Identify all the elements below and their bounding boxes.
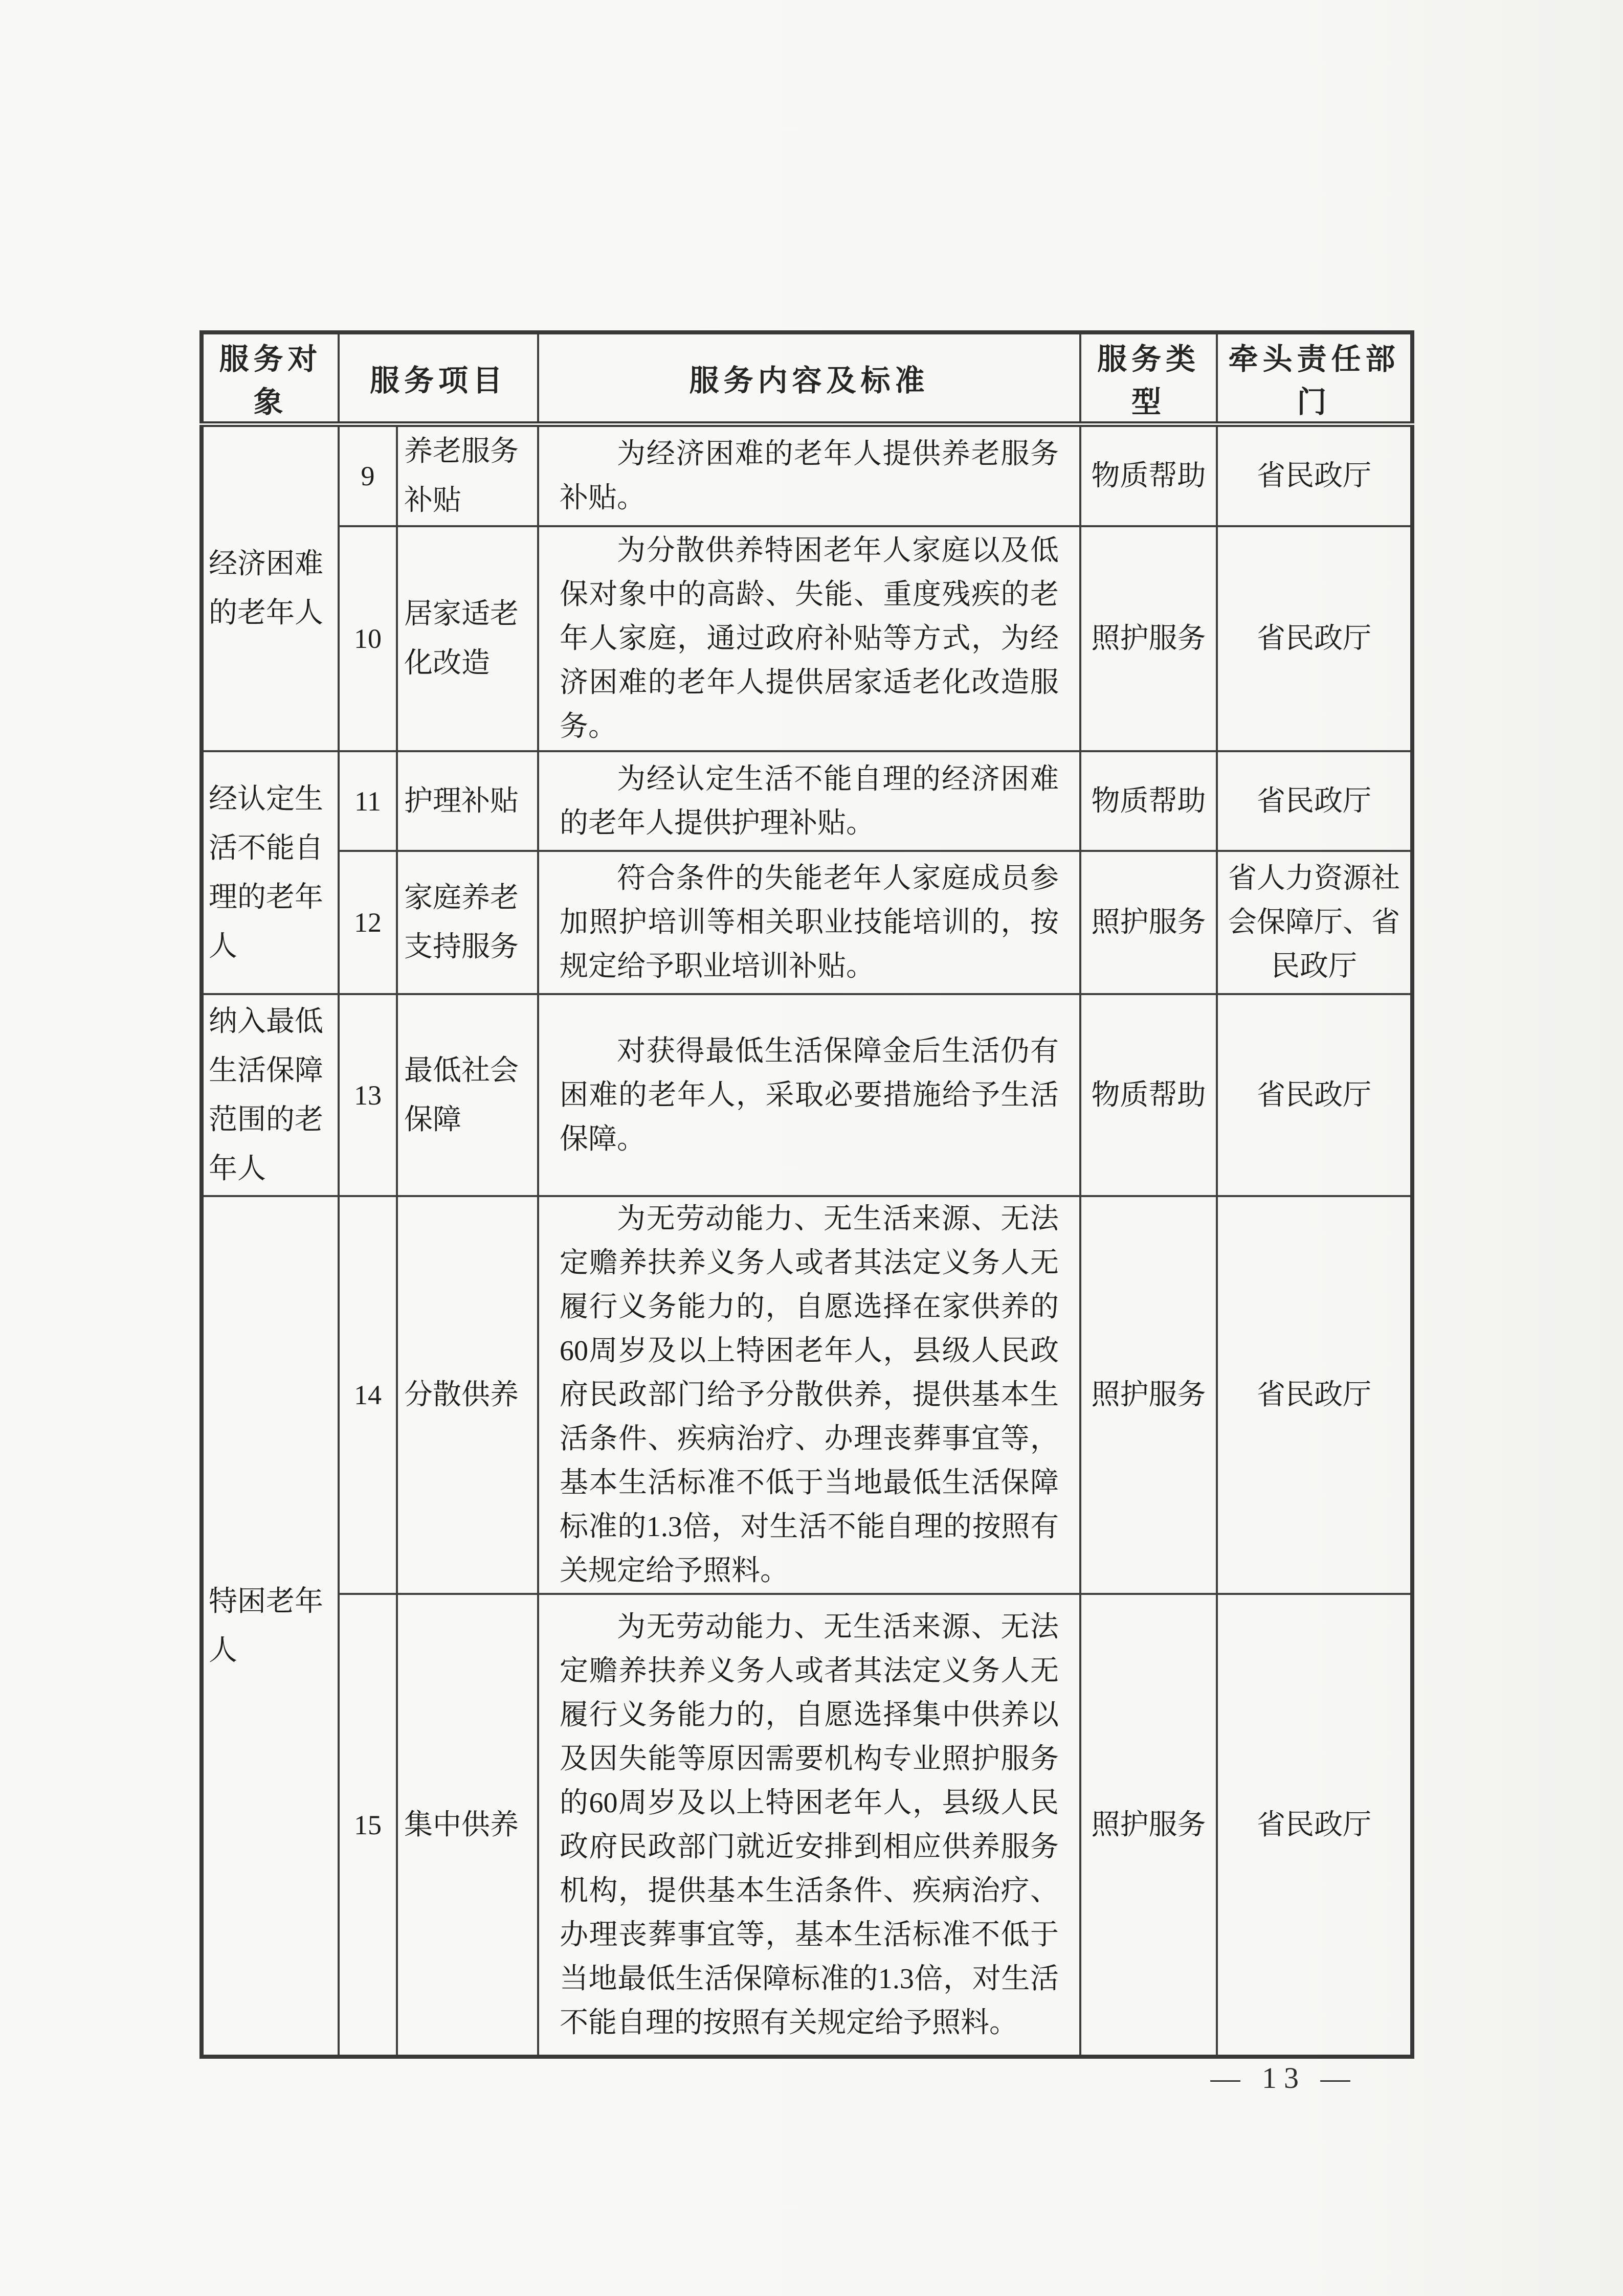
project-cell: 护理补贴 xyxy=(397,751,538,851)
type-cell: 物质帮助 xyxy=(1080,751,1217,851)
services-table xyxy=(199,330,1414,2059)
table-row xyxy=(202,424,1412,527)
table-row xyxy=(202,526,1412,751)
table-row xyxy=(202,1196,1412,1594)
header-lead-department: 牵头责任部门 xyxy=(1217,332,1412,424)
group-cell: 纳入最低生活保障范围的老年人 xyxy=(202,994,339,1196)
project-cell: 养老服务补贴 xyxy=(397,424,538,527)
content-cell: 为经认定生活不能自理的经济困难的老年人提供护理补贴。 xyxy=(538,751,1080,851)
department-cell: 省人力资源社会保障厅、省民政厅 xyxy=(1217,851,1412,994)
row-number-cell: 13 xyxy=(339,994,397,1196)
type-cell: 物质帮助 xyxy=(1080,424,1217,527)
content-cell: 为分散供养特困老年人家庭以及低保对象中的高龄、失能、重度残疾的老年人家庭，通过政府补贴等方式，为经济困难的老年人提供居家适老化改造服务。 xyxy=(538,526,1080,751)
group-cell: 特困老年人 xyxy=(202,1196,339,2057)
content-cell: 符合条件的失能老年人家庭成员参加照护培训等相关职业技能培训的，按规定给予职业培训补贴。 xyxy=(538,851,1080,994)
table-row xyxy=(202,851,1412,994)
header-service-project: 服务项目 xyxy=(339,332,538,424)
row-number-cell: 10 xyxy=(339,526,397,751)
row-number-cell: 12 xyxy=(339,851,397,994)
type-cell: 照护服务 xyxy=(1080,526,1217,751)
content-cell: 对获得最低生活保障金后生活仍有困难的老年人，采取必要措施给予生活保障。 xyxy=(538,994,1080,1196)
project-cell: 居家适老化改造 xyxy=(397,526,538,751)
table-row xyxy=(202,1594,1412,2057)
header-service-type: 服务类型 xyxy=(1080,332,1217,424)
header-service-content: 服务内容及标准 xyxy=(538,332,1080,424)
project-cell: 集中供养 xyxy=(397,1594,538,2057)
row-number-cell: 15 xyxy=(339,1594,397,2057)
page-number: — 13 — xyxy=(1210,2061,1358,2095)
project-cell: 最低社会保障 xyxy=(397,994,538,1196)
department-cell: 省民政厅 xyxy=(1217,751,1412,851)
department-cell: 省民政厅 xyxy=(1217,1196,1412,1594)
type-cell: 照护服务 xyxy=(1080,851,1217,994)
type-cell: 照护服务 xyxy=(1080,1196,1217,1594)
table-header-row xyxy=(202,332,1412,424)
group-cell: 经认定生活不能自理的老年人 xyxy=(202,751,339,994)
project-cell: 家庭养老支持服务 xyxy=(397,851,538,994)
content-cell: 为经济困难的老年人提供养老服务补贴。 xyxy=(538,424,1080,527)
type-cell: 物质帮助 xyxy=(1080,994,1217,1196)
row-number-cell: 9 xyxy=(339,424,397,527)
group-cell: 经济困难的老年人 xyxy=(202,424,339,752)
header-service-target: 服务对象 xyxy=(202,332,339,424)
row-number-cell: 11 xyxy=(339,751,397,851)
project-cell: 分散供养 xyxy=(397,1196,538,1594)
department-cell: 省民政厅 xyxy=(1217,1594,1412,2057)
content-cell: 为无劳动能力、无生活来源、无法定赡养扶养义务人或者其法定义务人无履行义务能力的，自愿选择在家供养的60周岁及以上特困老年人，县级人民政府民政部门给予分散供养，提供基本生活条件、疾病治疗、办理丧葬事宜等，基本生活标准不低于当地最低生活保障标准的1.3倍，对生活不能自理的按照有关规定给予照料。 xyxy=(538,1196,1080,1594)
department-cell: 省民政厅 xyxy=(1217,424,1412,527)
table-row xyxy=(202,751,1412,851)
table-row xyxy=(202,994,1412,1196)
content-cell: 为无劳动能力、无生活来源、无法定赡养扶养义务人或者其法定义务人无履行义务能力的，自愿选择集中供养以及因失能等原因需要机构专业照护服务的60周岁及以上特困老年人，县级人民政府民政部门就近安排到相应供养服务机构，提供基本生活条件、疾病治疗、办理丧葬事宜等，基本生活标准不低于当地最低生活保障标准的1.3倍，对生活不能自理的按照有关规定给予照料。 xyxy=(538,1594,1080,2057)
type-cell: 照护服务 xyxy=(1080,1594,1217,2057)
department-cell: 省民政厅 xyxy=(1217,526,1412,751)
row-number-cell: 14 xyxy=(339,1196,397,1594)
department-cell: 省民政厅 xyxy=(1217,994,1412,1196)
